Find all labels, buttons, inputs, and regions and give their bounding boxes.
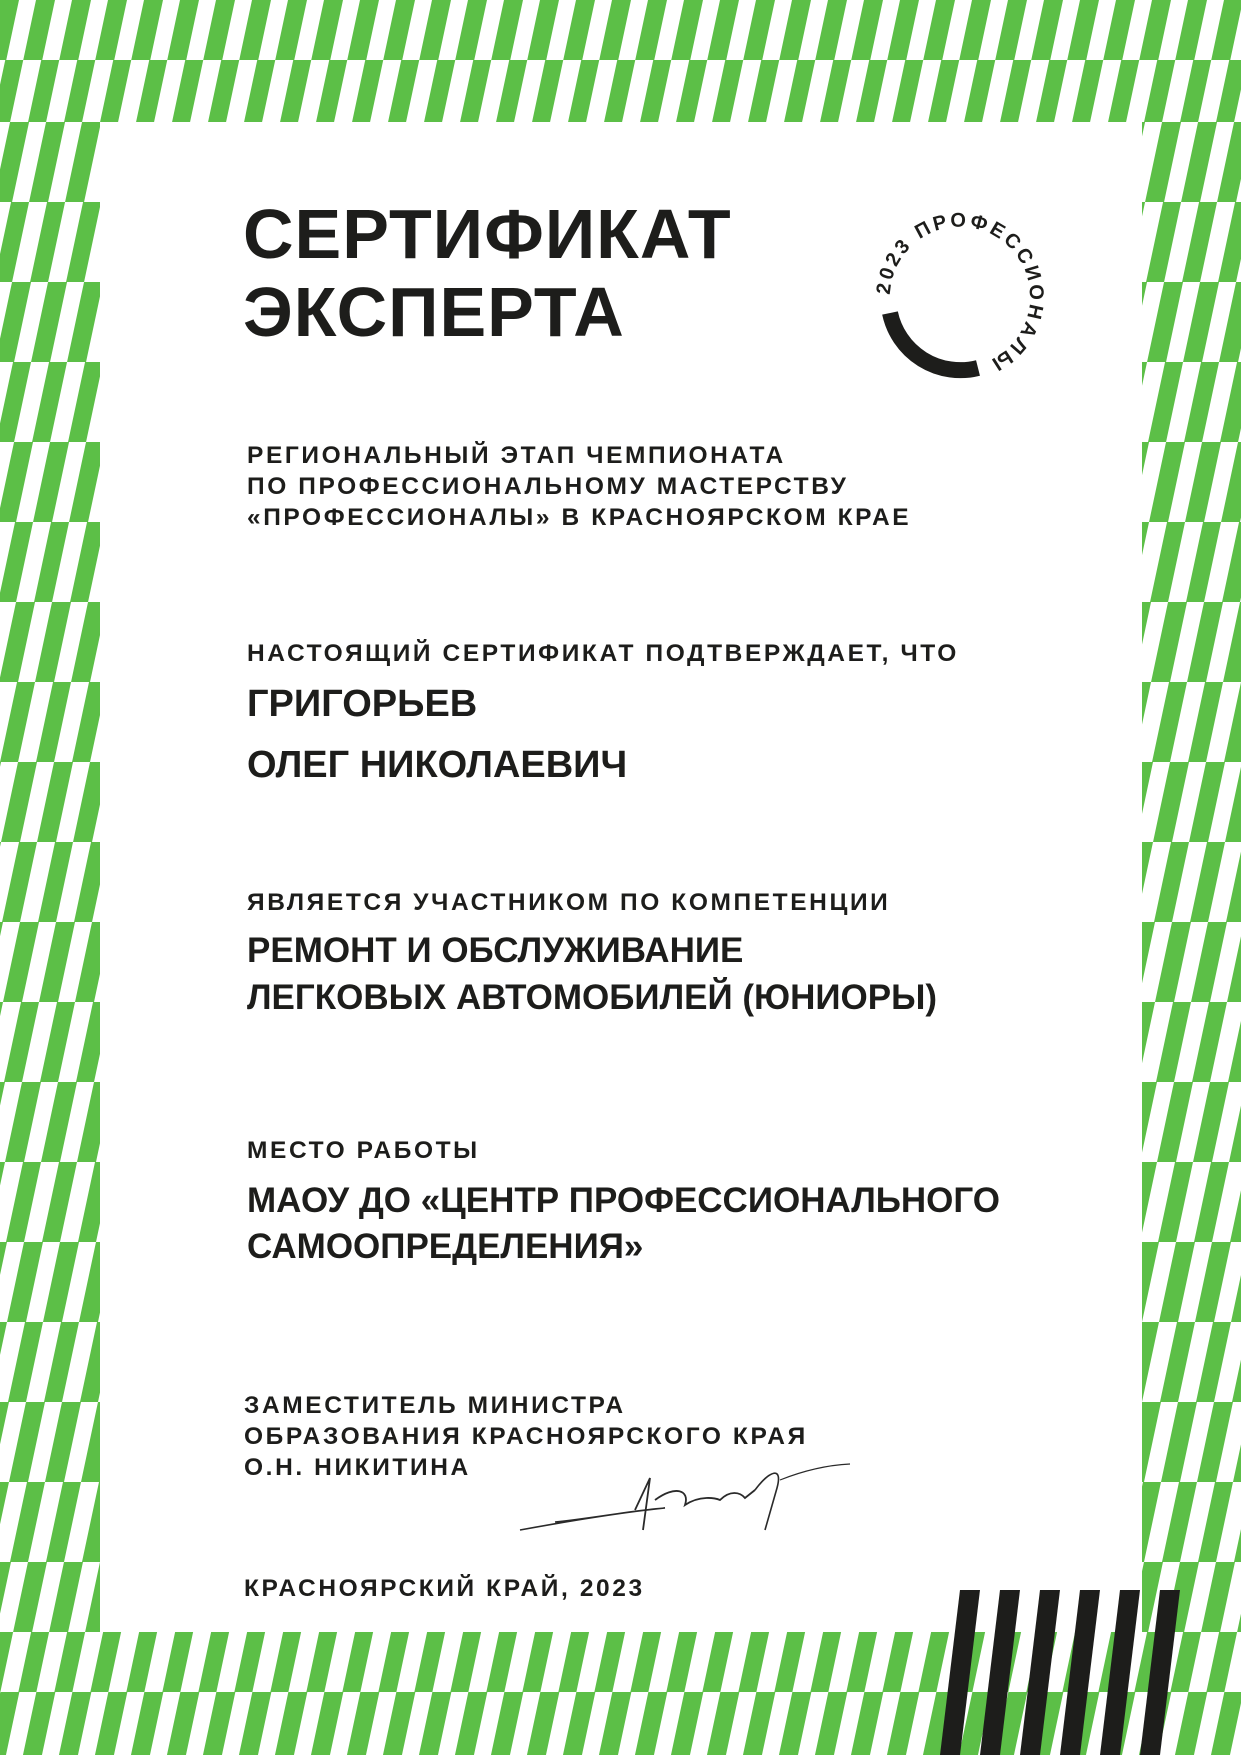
handwritten-signature <box>515 1460 855 1535</box>
title-line-1: СЕРТИФИКАТ <box>243 195 732 273</box>
event-line-3: «ПРОФЕССИОНАЛЫ» В КРАСНОЯРСКОМ КРАЕ <box>247 504 912 531</box>
signatory-line-1: ЗАМЕСТИТЕЛЬ МИНИСТРА <box>244 1392 626 1419</box>
black-stripes-decoration <box>940 1590 1180 1755</box>
competence-label: ЯВЛЯЕТСЯ УЧАСТНИКОМ ПО КОМПЕТЕНЦИИ <box>247 889 891 916</box>
certificate-title <box>243 195 732 351</box>
recipient-surname: ГРИГОРЬЕВ <box>247 683 478 725</box>
event-line-2: ПО ПРОФЕССИОНАЛЬНОМУ МАСТЕРСТВУ <box>247 473 849 500</box>
title-line-2: ЭКСПЕРТА <box>243 273 625 351</box>
confirmation-label: НАСТОЯЩИЙ СЕРТИФИКАТ ПОДТВЕРЖДАЕТ, ЧТО <box>247 640 959 667</box>
logo-arc-icon <box>890 313 978 370</box>
recipient-given-names: ОЛЕГ НИКОЛАЕВИЧ <box>247 744 628 786</box>
workplace-line-1: МАОУ ДО «ЦЕНТР ПРОФЕССИОНАЛЬНОГО <box>247 1181 1001 1220</box>
svg-text:2023 ПРОФЕССИОНАЛЫ <box>873 210 1048 376</box>
logo-text: 2023 ПРОФЕССИОНАЛЫ <box>872 209 1048 377</box>
event-line-1: РЕГИОНАЛЬНЫЙ ЭТАП ЧЕМПИОНАТА <box>247 442 786 469</box>
workplace-line-2: САМООПРЕДЕЛЕНИЯ» <box>247 1227 644 1266</box>
signatory-line-2: ОБРАЗОВАНИЯ КРАСНОЯРСКОГО КРАЯ <box>244 1423 808 1450</box>
signatory-line-3: О.Н. НИКИТИНА <box>244 1454 471 1481</box>
footer-place-year: КРАСНОЯРСКИЙ КРАЙ, 2023 <box>244 1575 645 1602</box>
workplace-label: МЕСТО РАБОТЫ <box>247 1137 480 1164</box>
competence-line-2: ЛЕГКОВЫХ АВТОМОБИЛЕЙ (ЮНИОРЫ) <box>247 978 938 1017</box>
professionaly-2023-logo <box>860 195 1060 395</box>
competence-line-1: РЕМОНТ И ОБСЛУЖИВАНИЕ <box>247 931 744 970</box>
event-block <box>247 440 911 533</box>
